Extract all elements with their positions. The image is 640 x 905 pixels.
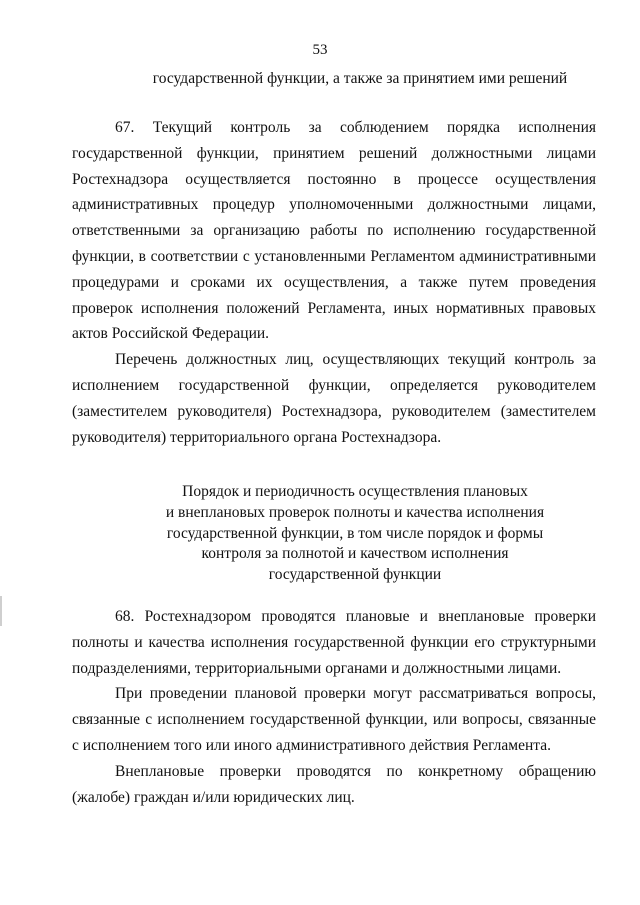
paragraph-planned-check: При проведении плановой проверки могут рассматриваться вопросы, связанные с исполнением государственной функции, или вопросы, связанные с исполнением того или иного административного действия Регламента. [72,685,596,754]
heading-continuation-line: государственной функции, а также за принятием ими решений [152,70,568,87]
section-heading-line: и внеплановых проверок полноты и качества исполнения [165,503,545,521]
section-heading-line: Порядок и периодичность осуществления плановых [182,483,528,500]
paragraph-67: 67. Текущий контроль за соблюдением порядка исполнения государственной функции, принятием решений должностными лицами Ростехнадзора осуществляется постоянно в процессе осуществления административных процедур уполномоченными должностными лицами, ответственными за организацию работы по исполнению государственной функции, в соответствии с установленными Регламентом административными процедурами и сроками их осуществления, а также путем проведения проверок исполнения положений Регламента, иных нормативных правовых актов Российской Федерации. [72,119,596,343]
section-heading-line: государственной функции [268,566,442,584]
section-heading [130,482,580,586]
paragraph-officials-list: Перечень должностных лиц, осуществляющих текущий контроль за исполнением государственной функции, определяется руководителем (заместителем руководителя) Ростехнадзора, руководителем (заместителем руководителя) территориального органа Ростехнадзора. [72,351,596,446]
paragraph-68: 68. Ростехнадзором проводятся плановые и внеплановые проверки полноты и качества исполнения государственной функции его структурными подразделениями, территориальными органами и должностными лицами. [72,608,596,677]
section-heading-line: государственной функции, в том числе порядок и формы [166,524,544,542]
section-heading-line: контроля за полнотой и качеством исполнения [201,545,509,563]
page-number: 53 [312,42,328,58]
body-section-top [72,115,596,450]
body-section-bottom [72,604,596,810]
paragraph-unplanned-check: Внеплановые проверки проводятся по конкретному обращению (жалобе) граждан и/или юридических лиц. [72,762,596,806]
scan-edge-mark [0,596,2,626]
